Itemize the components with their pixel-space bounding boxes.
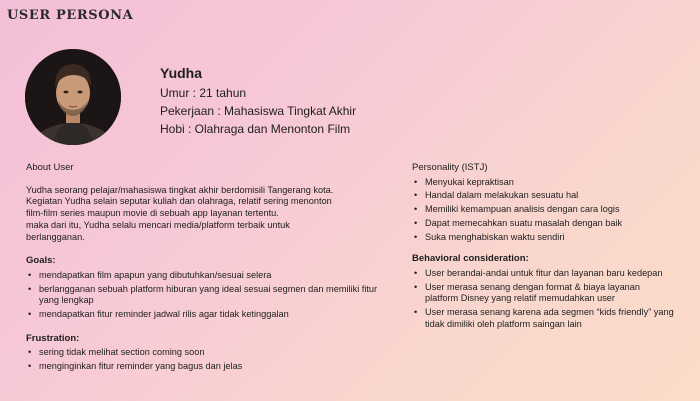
- profile-info: [160, 65, 356, 138]
- about-line: Kegiatan Yudha selain seputar kuliah dan olahraga, relatif sering menonton: [26, 196, 332, 207]
- list-item: • Menyukai kepraktisan: [425, 177, 674, 189]
- persona-job: Pekerjaan : Mahasiswa Tingkat Akhir: [160, 104, 357, 118]
- profile-photo: [25, 49, 121, 145]
- left-column: [26, 162, 386, 375]
- list-item: • sering tidak melihat section coming soon: [39, 347, 386, 359]
- behavioral-list: [412, 268, 674, 331]
- list-item: • mendapatkan film apapun yang dibutuhkan/sesuai selera: [39, 270, 386, 282]
- about-line: Yudha seorang pelajar/mahasiswa tingkat akhir berdomisili Tangerang kota.: [26, 184, 334, 195]
- about-line: berlangganan.: [26, 231, 85, 242]
- about-title: About User: [26, 162, 74, 173]
- page-title: USER PERSONA: [7, 8, 134, 23]
- list-item: • Suka menghabiskan waktu sendiri: [425, 232, 674, 244]
- frustration-title: Frustration:: [26, 332, 80, 344]
- right-column: [412, 162, 674, 332]
- list-item: • mendapatkan fitur reminder jadwal rilis agar tidak ketinggalan: [39, 309, 386, 321]
- list-item: • User merasa senang karena ada segmen “kids friendly” yang tidak dimiliki oleh platform saingan lain: [425, 307, 674, 330]
- list-item: • berlangganan sebuah platform hiburan yang ideal sesuai segmen dan memiliki fitur yang lengkap: [39, 284, 386, 307]
- list-item: • Dapat memecahkan suatu masalah dengan baik: [425, 218, 674, 230]
- list-item: • User berandai-andai untuk fitur dan layanan baru kedepan: [425, 268, 674, 280]
- list-item: • Handal dalam melakukan sesuatu hal: [425, 190, 674, 202]
- persona-age: Umur : 21 tahun: [160, 86, 247, 100]
- frustration-list: [26, 347, 386, 372]
- list-item: • User merasa senang dengan format & biaya layanan platform Disney yang relatif memudahkan user: [425, 282, 674, 305]
- personality-title: Personality (ISTJ): [412, 162, 488, 173]
- about-line: maka dari itu, Yudha selalu mencari media/platform terbaik untuk: [26, 219, 290, 230]
- personality-list: [412, 177, 674, 244]
- avatar: [25, 49, 121, 145]
- goals-title: Goals:: [26, 255, 56, 267]
- goals-list: [26, 270, 386, 321]
- list-item: • menginginkan fitur reminder yang bagus dan jelas: [39, 361, 386, 373]
- about-line: film-film series maupun movie di sebuah app layanan tertentu.: [26, 208, 279, 219]
- about-text: [26, 185, 386, 244]
- persona-hobby: Hobi : Olahraga dan Menonton Film: [160, 122, 351, 136]
- persona-name: Yudha: [160, 65, 203, 81]
- behavioral-title: Behavioral consideration:: [412, 253, 529, 265]
- list-item: • Memiliki kemampuan analisis dengan cara logis: [425, 204, 674, 216]
